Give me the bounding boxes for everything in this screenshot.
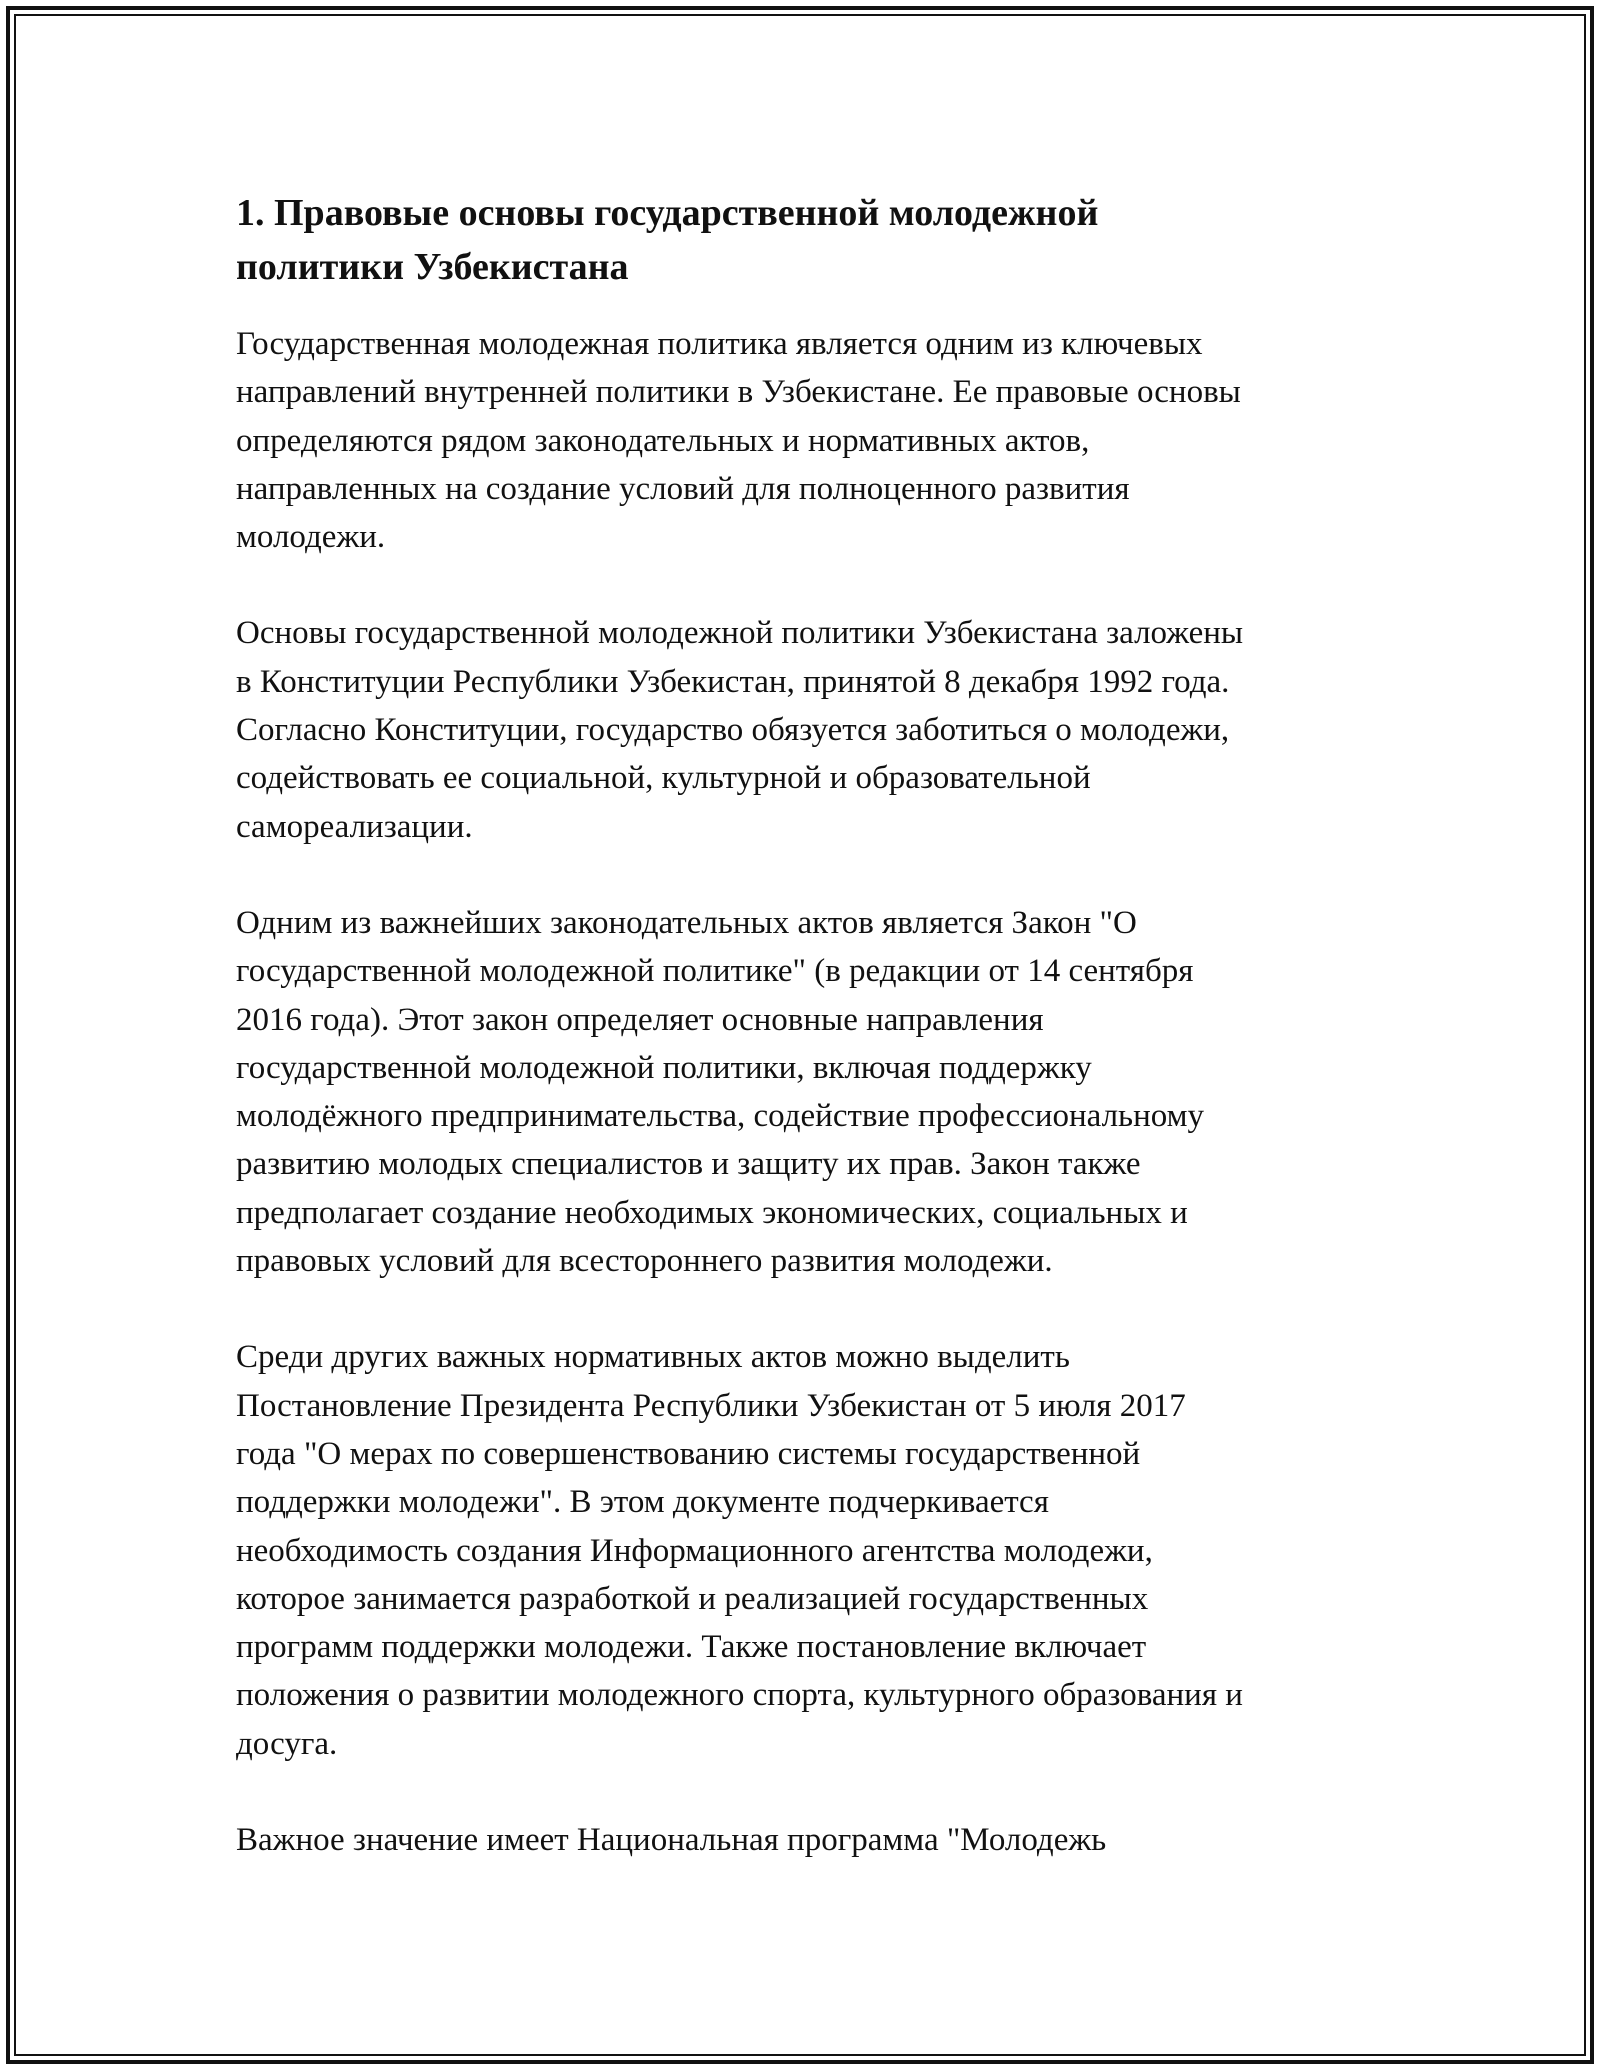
text-line: Основы государственной молодежной политики Узбекистана заложены: [236, 615, 1244, 652]
text-line: содействовать ее социальной, культурной и образовательной: [236, 760, 1091, 797]
text-line: которое занимается разработкой и реализацией государственных: [236, 1580, 1149, 1617]
heading-line: политики Узбекистана: [236, 246, 629, 288]
text-line: определяются рядом законодательных и нормативных актов,: [236, 422, 1090, 459]
text-line: государственной молодежной политике" (в редакции от 14 сентября: [236, 953, 1194, 990]
text-line: Одним из важнейших законодательных актов является Закон "О: [236, 904, 1137, 941]
section-heading: [236, 186, 1376, 294]
text-line: 2016 года). Этот закон определяет основные направления: [236, 1001, 1044, 1038]
paragraph: [236, 899, 1376, 1285]
text-line: предполагает создание необходимых экономических, социальных и: [236, 1194, 1188, 1231]
heading-line: 1. Правовые основы государственной молодежной: [236, 192, 1099, 234]
text-line: программ поддержки молодежи. Также постановление включает: [236, 1629, 1147, 1666]
text-line: Государственная молодежная политика является одним из ключевых: [236, 326, 1203, 362]
text-line: Постановление Президента Республики Узбекистан от 5 июля 2017: [236, 1387, 1186, 1424]
text-line: Согласно Конституции, государство обязуется заботиться о молодежи,: [236, 712, 1230, 749]
text-line: необходимость создания Информационного агентства молодежи,: [236, 1532, 1153, 1569]
body-text: [236, 320, 1376, 1864]
text-line: правовых условий для всестороннего развития молодежи.: [236, 1243, 1053, 1280]
text-line: поддержки молодежи". В этом документе подчеркивается: [236, 1484, 1049, 1521]
text-line: Важное значение имеет Национальная программа "Молодежь: [236, 1822, 1107, 1859]
text-line: молодежи.: [236, 519, 386, 556]
text-line: положения о развитии молодежного спорта, культурного образования и: [236, 1677, 1243, 1714]
text-line: направлений внутренней политики в Узбекистане. Ее правовые основы: [236, 374, 1241, 411]
paragraph: [236, 1333, 1376, 1768]
text-line: государственной молодежной политики, включая поддержку: [236, 1049, 1092, 1086]
document-page: [236, 186, 1376, 1912]
text-line: досуга.: [236, 1725, 338, 1762]
text-line: направленных на создание условий для полноценного развития: [236, 470, 1130, 507]
text-line: в Конституции Республики Узбекистан, принятой 8 декабря 1992 года.: [236, 663, 1230, 700]
text-line: Среди других важных нормативных актов можно выделить: [236, 1339, 1070, 1376]
paragraph: [236, 320, 1376, 561]
text-line: развитию молодых специалистов и защиту их прав. Закон также: [236, 1146, 1141, 1183]
text-line: молодёжного предпринимательства, содействие профессиональному: [236, 1098, 1205, 1135]
paragraph: [236, 1816, 1376, 1864]
paragraph: [236, 609, 1376, 850]
text-line: года "О мерах по совершенствованию системы государственной: [236, 1435, 1141, 1472]
text-line: самореализации.: [236, 808, 473, 845]
